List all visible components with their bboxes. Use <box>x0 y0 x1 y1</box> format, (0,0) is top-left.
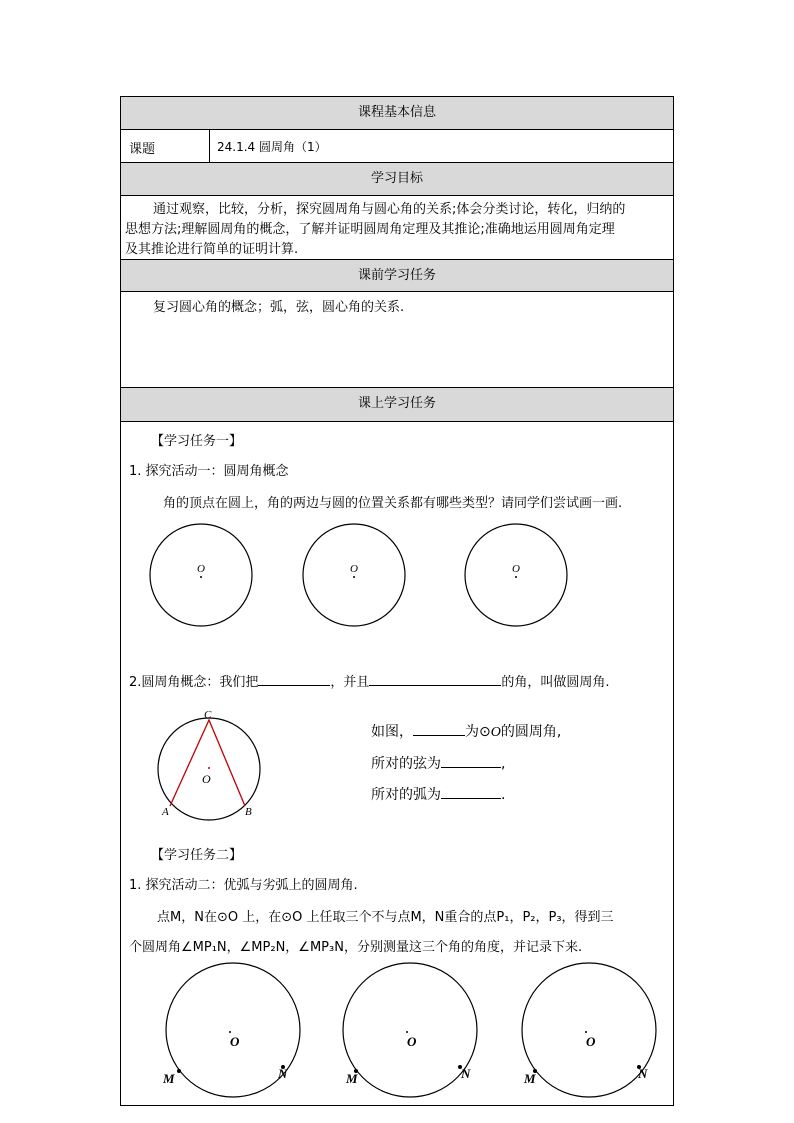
label-N: N <box>638 1066 648 1081</box>
pre-task-title: 课前学习任务 <box>357 268 436 283</box>
label-B: B <box>245 806 252 818</box>
label-O: O <box>197 563 205 575</box>
label-N: N <box>461 1066 471 1081</box>
objectives-title: 学习目标 <box>370 171 423 186</box>
label-M: M <box>346 1071 358 1086</box>
circle-drawing-2 <box>303 524 405 626</box>
circle-drawing-1 <box>150 524 252 626</box>
task2-activity: 1. 探究活动二：优弧与劣弧上的圆周角. <box>129 878 358 893</box>
task2-heading: 【学习任务二】 <box>151 848 243 863</box>
task2-line1: 点M，N在⊙O 上，在⊙O 上任取三个不与点M，N重合的点P₁，P₂，P₃，得到三 <box>157 910 614 925</box>
task1-question: 角的顶点在圆上，角的两边与圆的位置关系都有哪些类型？请同学们尝试画一画. <box>163 496 623 511</box>
label-O: O <box>586 1034 596 1049</box>
task1-activity: 1. 探究活动一：圆周角概念 <box>129 464 289 479</box>
topic-value: 24.1.4 圆周角（1） <box>217 140 327 154</box>
objective-line: 及其推论进行简单的证明计算. <box>125 242 299 257</box>
circle-task2-2 <box>343 963 477 1097</box>
inscribed-angle-lines <box>170 720 245 806</box>
task1-heading: 【学习任务一】 <box>151 434 243 449</box>
task2-line2: 个圆周角∠MP₁N，∠MP₂N，∠MP₃N，分别测量这三个角的角度，并记录下来. <box>129 940 583 955</box>
label-C: C <box>204 709 212 721</box>
figure-question-3: 所对的弧为 . <box>371 787 506 803</box>
circle-drawing-3 <box>465 524 567 626</box>
in-class-title: 课上学习任务 <box>357 396 436 411</box>
label-M: M <box>524 1071 536 1086</box>
label-N: N <box>278 1066 288 1081</box>
circle-task2-3 <box>522 963 656 1097</box>
label-O: O <box>407 1034 417 1049</box>
figure-question-2: 所对的弦为 , <box>371 756 506 772</box>
label-O: O <box>350 563 358 575</box>
label-M: M <box>163 1071 175 1086</box>
objective-line: 思想方法;理解圆周角的概念，了解并证明圆周角定理及其推论;准确地运用圆周角定理 <box>125 222 615 237</box>
label-O: O <box>202 772 211 786</box>
topic-label: 课题 <box>129 142 156 157</box>
pre-task-content: 复习圆心角的概念；弧，弦，圆心角的关系. <box>153 300 405 315</box>
header-title: 课程基本信息 <box>357 105 436 120</box>
concept-sentence: 2.圆周角概念：我们把 ，并且 的角，叫做圆周角. <box>129 675 610 690</box>
label-O: O <box>230 1034 240 1049</box>
label-O: O <box>512 563 520 575</box>
objective-line: 通过观察，比较，分析，探究圆周角与圆心角的关系;体会分类讨论，转化，归纳的 <box>153 202 626 217</box>
label-A: A <box>162 806 169 818</box>
figure-question-1: 如图， 为⊙O的圆周角, <box>371 724 562 740</box>
